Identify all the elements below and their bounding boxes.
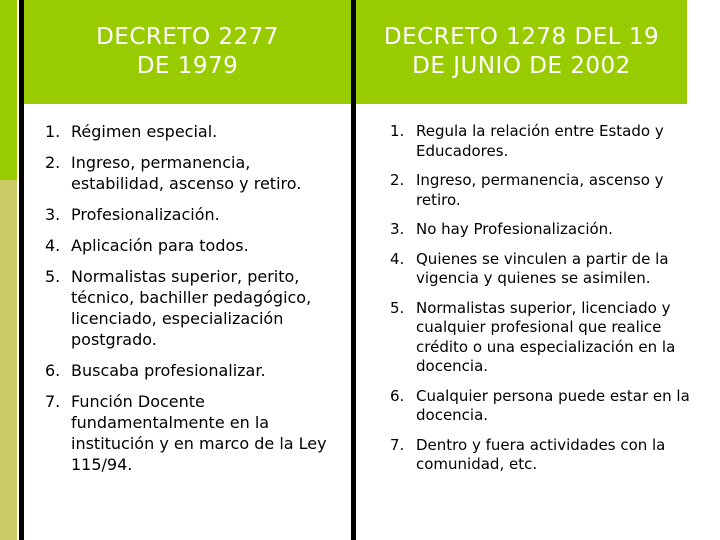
item-number: 5. <box>390 298 405 317</box>
list-item <box>45 266 345 350</box>
right-item-list <box>390 122 700 485</box>
list-item <box>45 152 345 194</box>
item-number: 7. <box>390 435 405 454</box>
left-header-line-1: DECRETO 2277 <box>96 24 279 50</box>
item-text: Quienes se vinculen a partir de la vigencia y quienes se asimilen. <box>416 249 669 287</box>
item-number: 1. <box>45 122 61 141</box>
list-item <box>45 235 345 256</box>
list-item <box>390 387 700 426</box>
right-header-title <box>384 23 659 81</box>
accent-strip-top <box>0 0 17 180</box>
item-number: 3. <box>390 220 405 238</box>
left-column-header <box>24 0 351 104</box>
item-text: Ingreso, permanencia, ascenso y retiro. <box>416 171 664 209</box>
right-header-line-2: DE JUNIO DE 2002 <box>412 53 631 79</box>
item-text: Cualquier persona puede estar en la docencia. <box>416 386 690 424</box>
list-item <box>390 299 700 377</box>
list-item <box>45 121 345 142</box>
item-number: 6. <box>45 361 61 380</box>
left-item-list <box>45 121 345 485</box>
item-text: No hay Profesionalización. <box>416 220 613 238</box>
item-text: Normalistas superior, licenciado y cualquier profesional que realice crédito o una especialización en la docencia. <box>416 298 676 375</box>
item-number: 4. <box>45 236 61 255</box>
right-header-line-1: DECRETO 1278 DEL 19 <box>383 24 660 50</box>
item-number: 5. <box>45 267 61 286</box>
list-item <box>390 436 700 475</box>
item-number: 4. <box>390 249 405 268</box>
item-text: Buscaba profesionalizar. <box>71 361 266 380</box>
item-number: 1. <box>390 122 405 140</box>
list-item <box>390 220 700 240</box>
list-item <box>390 171 700 210</box>
item-number: 2. <box>390 171 405 189</box>
list-item <box>45 204 345 225</box>
item-number: 2. <box>45 153 61 172</box>
list-item <box>45 360 345 381</box>
item-text: Dentro y fuera actividades con la comunidad, etc. <box>416 435 666 473</box>
list-item <box>45 391 345 475</box>
item-number: 6. <box>390 386 405 405</box>
list-item <box>390 122 700 161</box>
item-text: Profesionalización. <box>71 205 220 224</box>
item-text: Ingreso, permanencia, estabilidad, ascenso y retiro. <box>71 153 302 193</box>
item-number: 7. <box>45 392 61 411</box>
item-text: Regula la relación entre Estado y Educadores. <box>416 122 664 160</box>
list-item <box>390 250 700 289</box>
accent-strip-bottom <box>0 180 17 540</box>
item-text: Normalistas superior, perito, técnico, bachiller pedagógico, licenciado, especialización postgrado. <box>71 267 312 349</box>
left-header-line-2: DE 1979 <box>136 53 239 79</box>
left-header-title <box>96 23 279 81</box>
item-text: Función Docente fundamentalmente en la institución y en marco de la Ley 115/94. <box>71 392 327 474</box>
item-text: Régimen especial. <box>71 122 218 141</box>
right-column-header <box>356 0 687 104</box>
item-text: Aplicación para todos. <box>71 236 249 255</box>
item-number: 3. <box>45 205 61 224</box>
